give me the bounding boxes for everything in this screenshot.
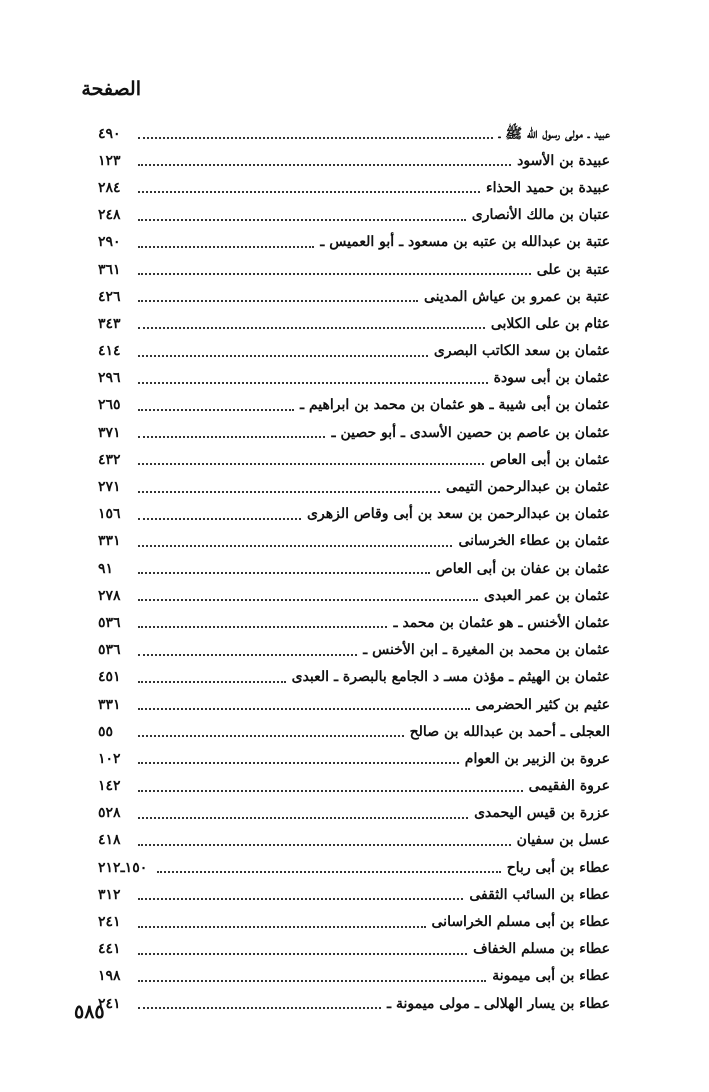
index-entry bbox=[98, 773, 610, 800]
dot-leader bbox=[138, 653, 357, 656]
entry-name: عسل بن سفيان bbox=[516, 832, 610, 849]
entry-name: عثمان بن أبى شيبة ـ هو عثمان بن محمد بن ابراهيم ـ bbox=[300, 397, 610, 414]
index-entry bbox=[98, 745, 610, 772]
entry-name: عطاء بن يسار الهلالى ـ مولى ميمونة ـ bbox=[387, 995, 610, 1012]
entry-page-number: ٤١٨ bbox=[98, 832, 121, 849]
index-entry bbox=[98, 582, 610, 609]
dot-leader bbox=[138, 218, 466, 221]
index-entry bbox=[98, 120, 610, 147]
dot-leader bbox=[138, 789, 523, 792]
index-entry bbox=[98, 854, 610, 881]
entry-page-number: ٤٩٠ bbox=[98, 125, 121, 142]
entry-page-number: ٥٢٨ bbox=[98, 805, 121, 822]
dot-leader bbox=[138, 326, 485, 329]
entry-name: عثمان بن عفان بن أبى العاص bbox=[435, 560, 610, 577]
entry-name: عبيد ـ مولى رسول الله ﷺ ـ bbox=[498, 125, 610, 142]
index-entry bbox=[98, 990, 610, 1017]
entry-page-number: ٣٣١ bbox=[98, 696, 121, 713]
entry-name: عثام بن على الكلابى bbox=[490, 315, 610, 332]
entry-name: عتبة بن عبدالله بن عتبه بن مسعود ـ أبو العميس ـ bbox=[320, 234, 610, 251]
dot-leader bbox=[138, 761, 459, 764]
entry-page-number: ٢٦٥ bbox=[98, 397, 121, 414]
dot-leader bbox=[138, 598, 478, 601]
index-entry bbox=[98, 936, 610, 963]
entry-name: عتبة بن على bbox=[536, 261, 610, 278]
entry-name: عبيدة بن الأسود bbox=[517, 152, 610, 169]
entry-page-number: ٤٥١ bbox=[98, 669, 121, 686]
dot-leader bbox=[138, 163, 511, 166]
index-entry bbox=[98, 202, 610, 229]
entry-name: عطاء بن أبى مسلم الخراسانى bbox=[431, 914, 610, 931]
entry-page-number: ٥٣٦ bbox=[98, 614, 121, 631]
entry-name: عثمان الأخنس ـ هو عثمان بن محمد ـ bbox=[393, 614, 610, 631]
dot-leader bbox=[138, 544, 452, 547]
entry-name: عثمان بن عبدالرحمن التيمى bbox=[446, 479, 610, 496]
entry-page-number: ٢٤٨ bbox=[98, 207, 121, 224]
entry-page-number: ٣٦١ bbox=[98, 261, 121, 278]
entry-name: عثمان بن عمر العبدى bbox=[483, 587, 610, 604]
dot-leader bbox=[138, 462, 484, 465]
entry-page-number: ٢٩٠ bbox=[98, 234, 121, 251]
entry-name: عثمان بن عطاء الخرسانى bbox=[458, 533, 610, 550]
dot-leader bbox=[138, 517, 301, 520]
entry-name: عثمان بن عاصم بن حصين الأسدى ـ أبو حصين ـ bbox=[331, 424, 610, 441]
entry-name: عطاء بن أبى رباح bbox=[506, 859, 610, 876]
entry-page-number: ٥٣٦ bbox=[98, 642, 121, 659]
index-entry bbox=[98, 609, 610, 636]
index-entry bbox=[98, 555, 610, 582]
entry-name: عثمان بن سعد الكاتب البصرى bbox=[433, 343, 610, 360]
entry-name: عتبة بن عمرو بن عياش المدينى bbox=[423, 288, 610, 305]
entry-page-number: ١٩٨ bbox=[98, 968, 121, 985]
index-entry bbox=[98, 419, 610, 446]
entry-page-number: ٤١٤ bbox=[98, 343, 121, 360]
index-entry bbox=[98, 501, 610, 528]
index-entry bbox=[98, 691, 610, 718]
entry-name: عثمان بن أبى العاص bbox=[490, 451, 610, 468]
dot-leader bbox=[138, 272, 531, 275]
index-entry bbox=[98, 827, 610, 854]
dot-leader bbox=[138, 897, 463, 900]
entry-page-number: ٢٤١ bbox=[98, 914, 121, 931]
entry-name: عطاء بن السائب الثقفى bbox=[469, 886, 610, 903]
index-entry bbox=[98, 800, 610, 827]
index-entry bbox=[98, 283, 610, 310]
dot-leader bbox=[138, 1006, 381, 1009]
entry-page-number: ٣٧١ bbox=[98, 424, 121, 441]
entry-name: عروة بن الزبير بن العوام bbox=[464, 750, 610, 767]
entry-page-number: ٣١٢ bbox=[98, 886, 121, 903]
entry-page-number: ١٢٣ bbox=[98, 152, 121, 169]
index-entry bbox=[98, 881, 610, 908]
dot-leader bbox=[138, 435, 325, 438]
entry-name: عتبان بن مالك الأنصارى bbox=[471, 207, 610, 224]
index-entry bbox=[98, 310, 610, 337]
index-entry bbox=[98, 174, 610, 201]
entry-page-number: ١٥٦ bbox=[98, 506, 121, 523]
index-entry bbox=[98, 256, 610, 283]
entry-page-number: ٥٥ bbox=[98, 723, 114, 740]
dot-leader bbox=[138, 843, 511, 846]
dot-leader bbox=[138, 571, 430, 574]
entry-name: عطاء بن مسلم الخفاف bbox=[473, 941, 610, 958]
entry-page-number: ٢٩٦ bbox=[98, 370, 121, 387]
dot-leader bbox=[138, 816, 468, 819]
entry-name: العجلى ـ أحمد بن عبدالله بن صالح bbox=[409, 723, 610, 740]
entry-page-number: ١٥٠ـ٢١٢ bbox=[98, 859, 148, 876]
index-entry bbox=[98, 637, 610, 664]
entry-page-number: ٢٧١ bbox=[98, 479, 121, 496]
entry-page-number: ٩١ bbox=[98, 560, 114, 577]
dot-leader bbox=[138, 490, 440, 493]
entry-page-number: ١٠٢ bbox=[98, 750, 121, 767]
entry-page-number: ٢٧٨ bbox=[98, 587, 121, 604]
entry-name: عطاء بن أبى ميمونة bbox=[492, 968, 610, 985]
entry-name: عروة الفقيمى bbox=[528, 778, 610, 795]
dot-leader bbox=[138, 680, 286, 683]
index-entry bbox=[98, 229, 610, 256]
entry-page-number: ٣٤٣ bbox=[98, 315, 121, 332]
entry-name: عبيدة بن حميد الحذاء bbox=[486, 179, 610, 196]
index-entry bbox=[98, 664, 610, 691]
dot-leader bbox=[157, 870, 500, 873]
index-entry bbox=[98, 147, 610, 174]
dot-leader bbox=[138, 925, 426, 928]
page-number: ٥٨٥ bbox=[74, 1001, 105, 1023]
entry-page-number: ٤٤١ bbox=[98, 941, 121, 958]
dot-leader bbox=[138, 190, 480, 193]
entry-page-number: ٤٢٦ bbox=[98, 288, 121, 305]
index-entry bbox=[98, 718, 610, 745]
index-entry bbox=[98, 473, 610, 500]
dot-leader bbox=[138, 979, 486, 982]
entry-name: عثمان بن محمد بن المغيرة ـ ابن الأخنس ـ bbox=[363, 642, 610, 659]
dot-leader bbox=[138, 354, 428, 357]
entry-page-number: ٣٣١ bbox=[98, 533, 121, 550]
dot-leader bbox=[138, 299, 418, 302]
index-entry bbox=[98, 446, 610, 473]
entry-name: عثمان بن عبدالرحمن بن سعد بن أبى وقاص الزهرى bbox=[307, 506, 610, 523]
dot-leader bbox=[138, 707, 470, 710]
entry-page-number: ٢٨٤ bbox=[98, 179, 121, 196]
dot-leader bbox=[138, 952, 467, 955]
dot-leader bbox=[138, 734, 404, 737]
index-entry-list bbox=[98, 120, 610, 1017]
entry-page-number: ١٤٢ bbox=[98, 778, 121, 795]
dot-leader bbox=[138, 381, 488, 384]
entry-name: عثمان بن الهيثم ـ مؤذن مسـ د الجامع بالبصرة ـ العبدى bbox=[291, 669, 610, 686]
entry-name: عزرة بن قيس اليحمدى bbox=[474, 805, 610, 822]
index-entry bbox=[98, 365, 610, 392]
page-column-header: الصفحة bbox=[81, 78, 141, 100]
index-entry bbox=[98, 338, 610, 365]
entry-name: عثمان بن أبى سودة bbox=[493, 370, 610, 387]
entry-page-number: ٤٣٢ bbox=[98, 451, 121, 468]
dot-leader bbox=[138, 245, 314, 248]
dot-leader bbox=[138, 136, 493, 139]
index-entry bbox=[98, 963, 610, 990]
index-entry bbox=[98, 392, 610, 419]
index-entry bbox=[98, 528, 610, 555]
index-entry bbox=[98, 908, 610, 935]
entry-page-number: ٢٤١ bbox=[98, 995, 121, 1012]
dot-leader bbox=[138, 408, 294, 411]
entry-name: عثيم بن كثير الحضرمى bbox=[475, 696, 610, 713]
dot-leader bbox=[138, 625, 387, 628]
